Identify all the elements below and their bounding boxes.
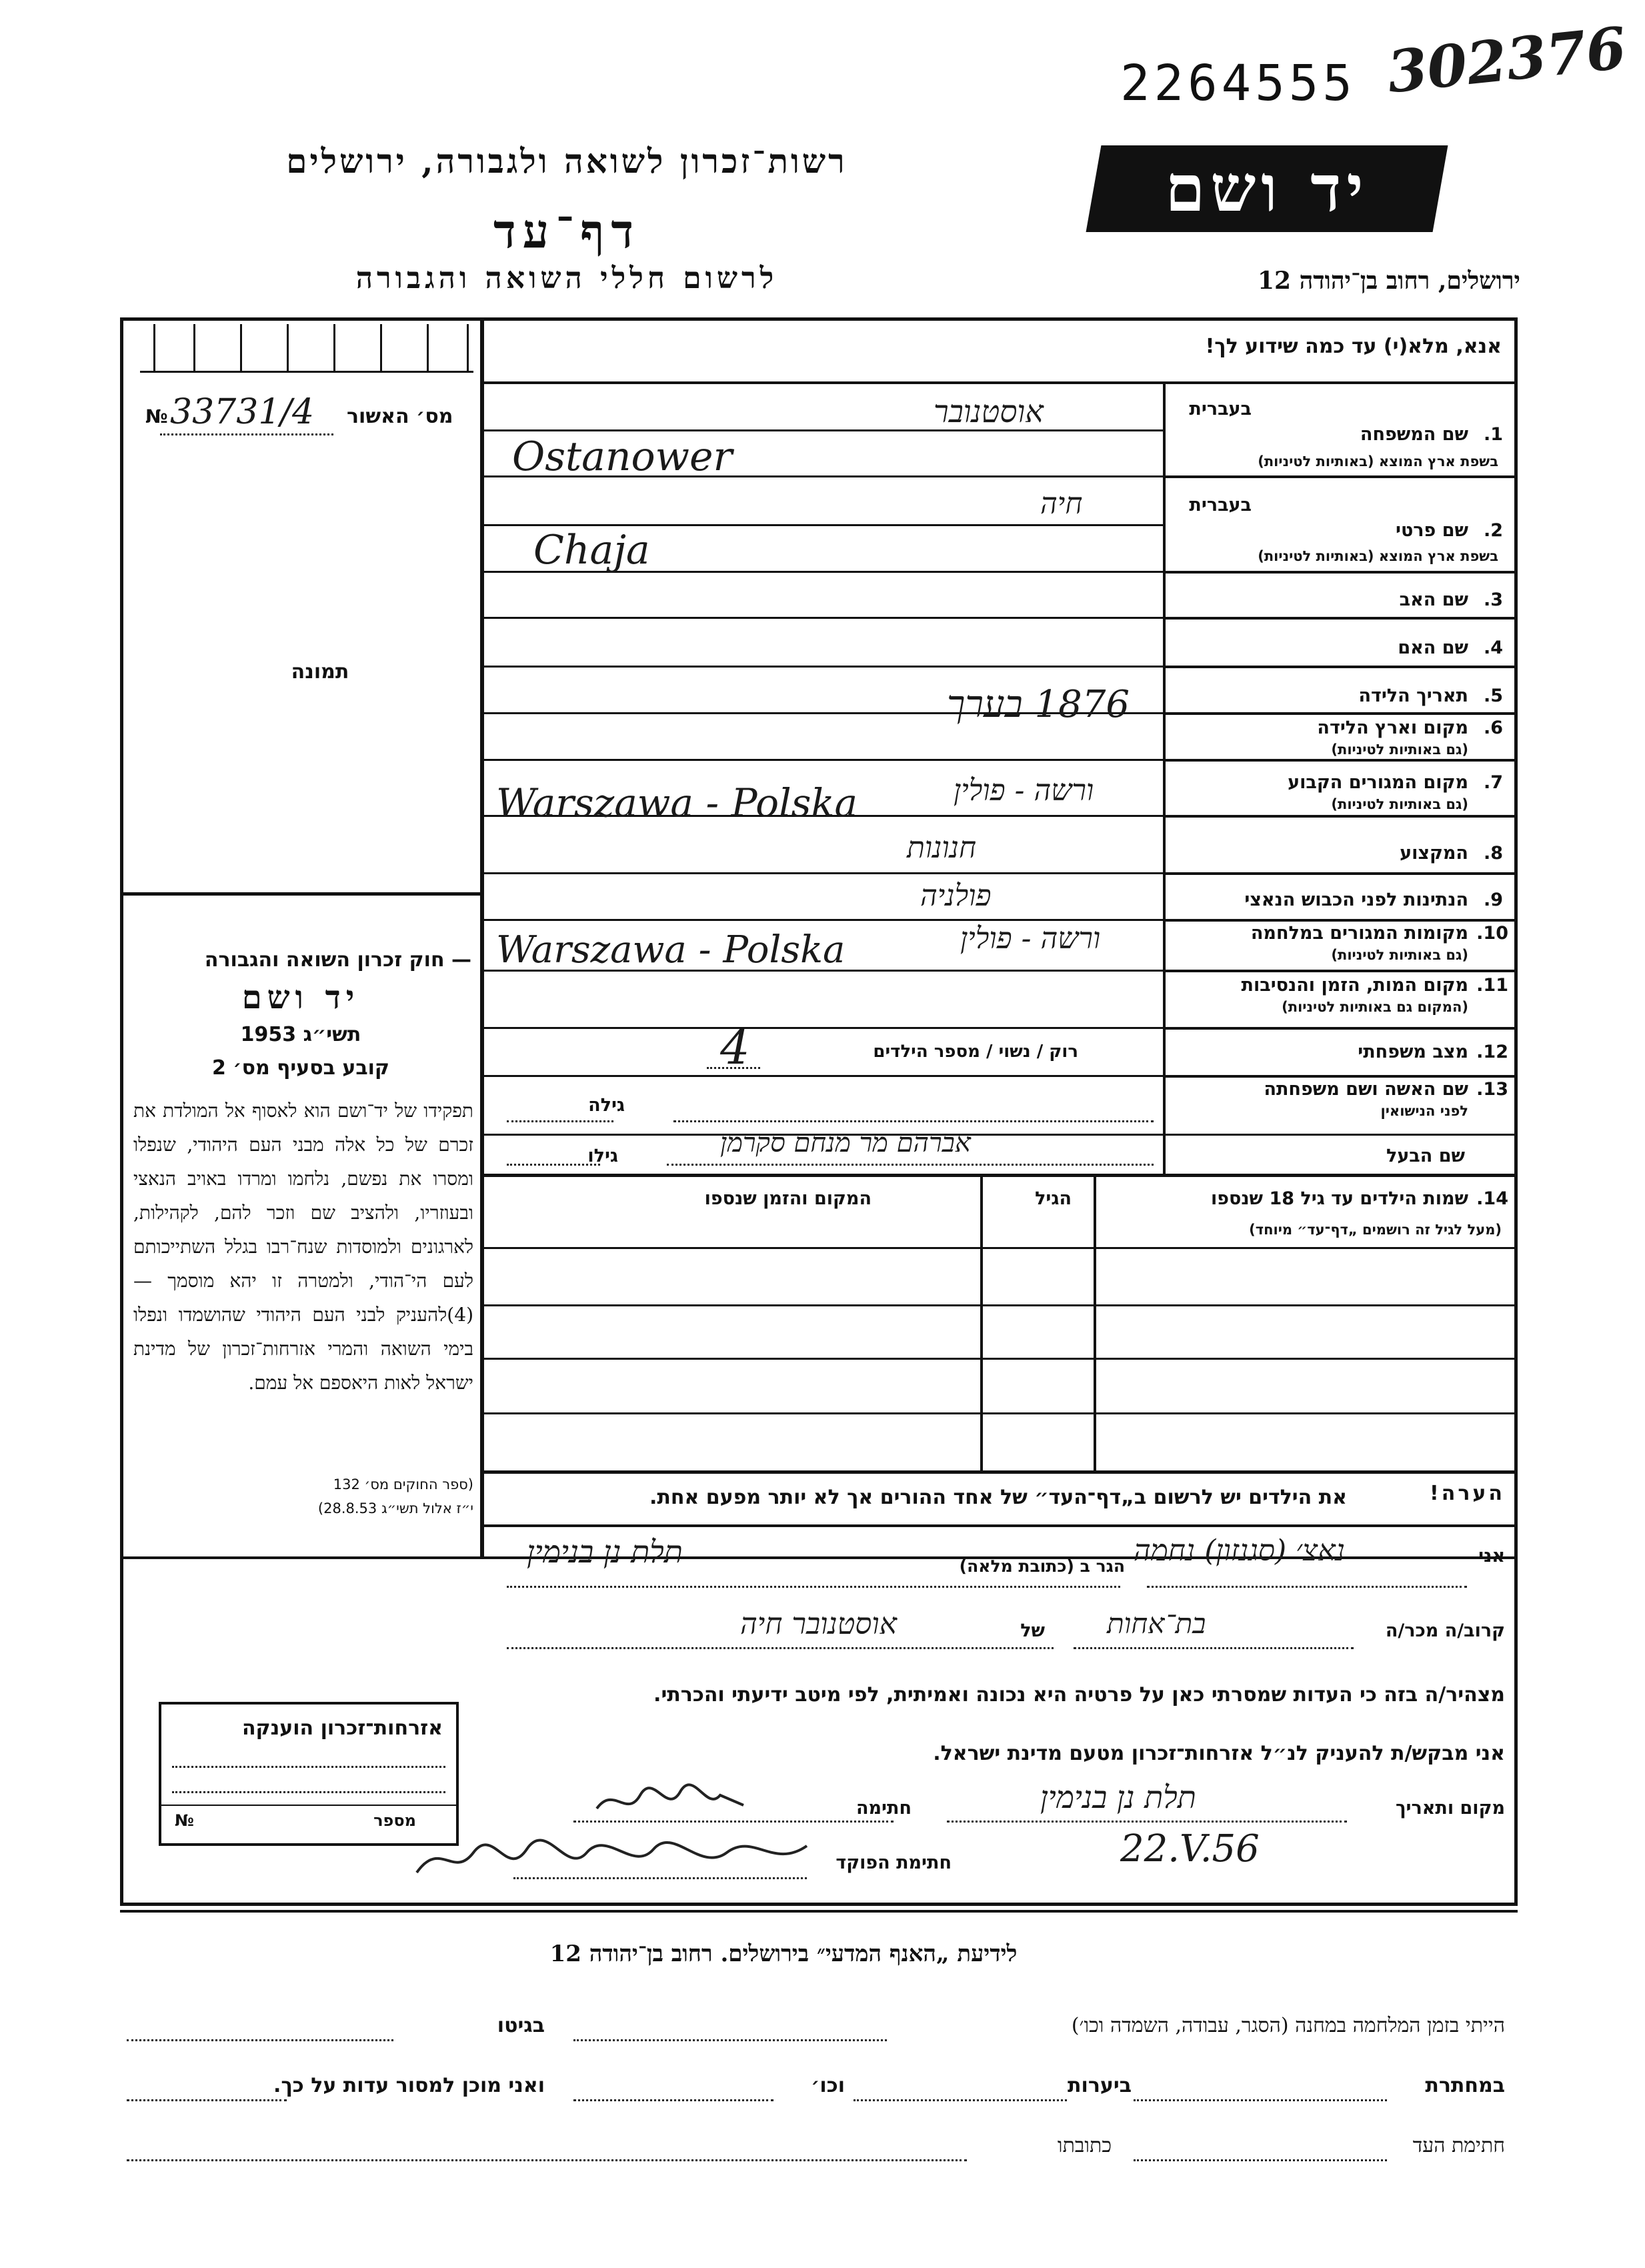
field10-label: מקומות המגורים במלחמה: [1250, 923, 1468, 944]
declare-text: מצהיר/ה בזה כי העדות שמסרתי כאן על פרטיה היא נכונה ואמיתית, לפי מיטב ידיעתי והכרתי.: [653, 1683, 1505, 1707]
form-subtitle: לרשום חללי השואה והגבורה: [355, 261, 778, 295]
instruction-text: אנא, מלא(י) עד כמה שידוע לך!: [1205, 335, 1502, 358]
address-label: הגר ב (כתובת מלאה): [959, 1556, 1125, 1576]
relative-label: קרוב/ה מכר/ה: [1385, 1620, 1505, 1641]
request-text: אני מבקש/ת להעניק לנ״ל אזרחות־זכרון מטעם מדינת ישראל.: [933, 1742, 1505, 1765]
officer-label: חתימת הפוקד: [836, 1853, 952, 1873]
photo-label: תמונה: [291, 660, 349, 684]
citizenship-box: [159, 1702, 459, 1846]
husband-value: אברהם מר מנחם סקרמן: [720, 1128, 971, 1158]
citizenship-no-mark: №: [175, 1811, 194, 1830]
bottom-title: לידיעת „האנף המדעי״ בירושלים. רחוב בן־יהודה 12: [549, 1941, 1018, 1967]
field12-number: 12.: [1476, 1042, 1508, 1062]
field10-number: 10.: [1476, 923, 1508, 944]
form-title: דף־עד: [493, 203, 640, 259]
field11-label: מקום המות, הזמן והנסיבות: [1241, 975, 1468, 996]
relative-value: בת־אחות: [1107, 1607, 1206, 1640]
bottom-etc-label: וכו׳: [811, 2074, 845, 2097]
field2-number: 2.: [1483, 520, 1503, 541]
of-value: אוסטנובר חיה: [740, 1607, 897, 1641]
husband-age-label: גילו: [587, 1146, 618, 1166]
declarant-label: אני: [1478, 1546, 1505, 1566]
field14-number: 14.: [1476, 1188, 1508, 1209]
field7-number: 7.: [1483, 772, 1503, 793]
law-name: יד ושם: [241, 979, 360, 1016]
field4-label: שם האם: [1398, 638, 1468, 658]
citizenship-box-title: אזרחות־זכרון הוענקה: [241, 1717, 443, 1740]
field7-sub: (גם באותיות לטיניות): [1331, 796, 1468, 812]
field14-label: שמות הילדים עד גיל 18 שנספו: [1210, 1188, 1468, 1209]
bottom-camp-label: הייתי בזמן המלחמה במחנה (הסגר, עבודה, השמדה וכו׳): [1071, 2014, 1505, 2037]
authority-title: רשות־זכרון לשואה ולגבורה, ירושלים: [286, 141, 848, 181]
field6-sub: (גם באותיות לטיניות): [1331, 742, 1468, 758]
field9-label: הנתינות לפני הכבוש הנאצי: [1244, 890, 1468, 910]
field10-latin-value: Warszawa - Polska: [496, 928, 846, 972]
officer-signature: [413, 1833, 813, 1886]
field11-number: 11.: [1476, 975, 1508, 996]
field13-label: שם האשה ושם משפחתה: [1264, 1079, 1468, 1100]
signature-scribble: [593, 1782, 747, 1815]
field12-children-value: 4: [720, 1020, 750, 1075]
place-date-label: מקום ותאריך: [1395, 1798, 1505, 1819]
field2-label: שם פרטי: [1396, 520, 1468, 541]
field9-value: פולניה: [920, 879, 992, 913]
field7-latin-value: Warszawa - Polska: [496, 780, 858, 826]
law-title: — חוק זכרון השואה והגבורה: [204, 948, 471, 972]
field12-options: רוק / נשוי / מספר הילדים: [873, 1042, 1078, 1062]
field8-number: 8.: [1483, 843, 1503, 864]
law-text: תפקידו של יד־ושם הוא לאסוף אל המולדת את זכרם של כל אלה מבני העם היהודי, שנפלו ומסרו את נפשם, נלחמו ומרדו באויב הנאצי ובעוזריו, ולהציב שם וזכר להם, לקהילות, לארגונים ולמוסדות שנח־רבו בגלל השתייכותם לעם הי־הודי, ולמטרה זו יהא מוסמך — (4)להעניק לבני העם היהודי שהושמדו ונפלו בימי השואה והמרי אזרחות־זכרון של מדינת ישראל לאות היאספם אל עמם.: [133, 1100, 473, 1394]
field13-age-label: גילה: [588, 1095, 625, 1116]
field8-label: המקצוע: [1400, 843, 1468, 864]
bottom-underground-label: במחתרת: [1425, 2074, 1505, 2097]
field1-hebrew-tag: בעברית: [1189, 399, 1252, 419]
law-section: קובע בסעיף מס׳ 2: [211, 1056, 390, 1080]
field5-value: 1876 בערך: [947, 683, 1130, 726]
field11-sub: (המקום גם באותיות לטיניות): [1282, 999, 1468, 1015]
registration-ticks: [140, 324, 473, 373]
field2-sub: בשפת ארץ המוצא (באותיות לטיניות): [1258, 548, 1498, 564]
approval-number-label: מס׳ האשור: [347, 405, 453, 428]
field14-place-column: המקום והזמן שנספו: [704, 1188, 872, 1209]
field13-sub: לפני הנישואין: [1380, 1103, 1468, 1119]
bottom-ghetto-label: בגיטו: [497, 2014, 545, 2037]
field1-latin-value: Ostanower: [512, 433, 733, 480]
field9-number: 9.: [1483, 890, 1503, 910]
address-value: תלת נן בנימין: [527, 1534, 683, 1570]
handwritten-number: 302376: [1384, 14, 1630, 107]
declarant-value: נאצ׳ (סגנזון) נחמה: [1134, 1534, 1346, 1568]
field1-sub: בשפת ארץ המוצא (באותיות לטיניות): [1258, 453, 1498, 469]
field1-number: 1.: [1483, 424, 1503, 445]
field1-label: שם המשפחה: [1360, 424, 1468, 445]
law-year: תשי״ג 1953: [240, 1023, 361, 1046]
address: ירושלים, רחוב בן־יהודה 12: [1257, 267, 1520, 295]
field5-label: תאריך הלידה: [1358, 686, 1468, 706]
field8-value: חנונות: [907, 831, 977, 865]
field4-number: 4.: [1483, 638, 1503, 658]
officer-signature-drawing: [413, 1833, 813, 1886]
field6-label: מקום וארץ הלידה: [1317, 718, 1468, 738]
yad-vashem-logo: [1086, 145, 1448, 232]
field3-number: 3.: [1483, 590, 1503, 610]
date-value: 22.V.56: [1120, 1827, 1260, 1871]
signature-drawing: [593, 1782, 747, 1822]
field3-label: שם האב: [1399, 590, 1468, 610]
husband-label: שם הבעל: [1386, 1146, 1465, 1166]
field1-hebrew-value: אוסטנובר: [934, 393, 1044, 429]
field13-number: 13.: [1476, 1079, 1508, 1100]
field5-number: 5.: [1483, 686, 1503, 706]
field2-latin-value: Chaja: [533, 527, 650, 574]
bottom-forests-label: ביערות: [1068, 2074, 1132, 2097]
bottom-testimony-label: ואני מוכן למסור עדות על כך.: [273, 2074, 545, 2097]
note-label: הערה!: [1430, 1482, 1505, 1505]
of-label: של: [1020, 1620, 1045, 1641]
signature-label: חתימה: [856, 1798, 912, 1819]
field2-hebrew-value: חיה: [1040, 487, 1083, 521]
approval-number-value: 33731/4: [170, 392, 315, 432]
bottom-address-label: כתובתו: [1057, 2134, 1112, 2157]
approval-no-mark: №: [145, 405, 168, 427]
field6-number: 6.: [1483, 718, 1503, 738]
field14-sub: (מעל לגיל זה רושמים „דף־עד״ מיוחד): [1249, 1222, 1502, 1238]
place-value: תלת נן בנימין: [1040, 1779, 1196, 1815]
field10-hebrew-value: ורשה - פולין: [960, 922, 1101, 956]
law-reference-1: (ספר החוקים מס׳ 132: [333, 1476, 473, 1492]
note-text: את הילדים יש לרשום ב„דף־העד״ של אחד ההורים אך לא יותר מפעם אחת.: [649, 1486, 1347, 1509]
field7-label: מקום המגורים הקבוע: [1288, 772, 1468, 793]
field2-hebrew-tag: בעברית: [1189, 495, 1252, 515]
printed-form-number: 2264555: [1120, 55, 1356, 112]
logo-text: יד ושם: [1165, 151, 1369, 226]
citizenship-number-label: מספר: [373, 1811, 416, 1830]
field14-age-column: הגיל: [1035, 1188, 1072, 1209]
field12-label: מצב משפחתי: [1358, 1042, 1468, 1062]
bottom-witness-signature-label: חתימת העד: [1412, 2134, 1505, 2157]
field10-sub: (גם באותיות לטיניות): [1331, 947, 1468, 963]
law-reference-2: י״ז אלול תשי״ג 28.8.53): [317, 1500, 473, 1516]
field7-hebrew-value: ורשה - פולין: [954, 774, 1094, 808]
